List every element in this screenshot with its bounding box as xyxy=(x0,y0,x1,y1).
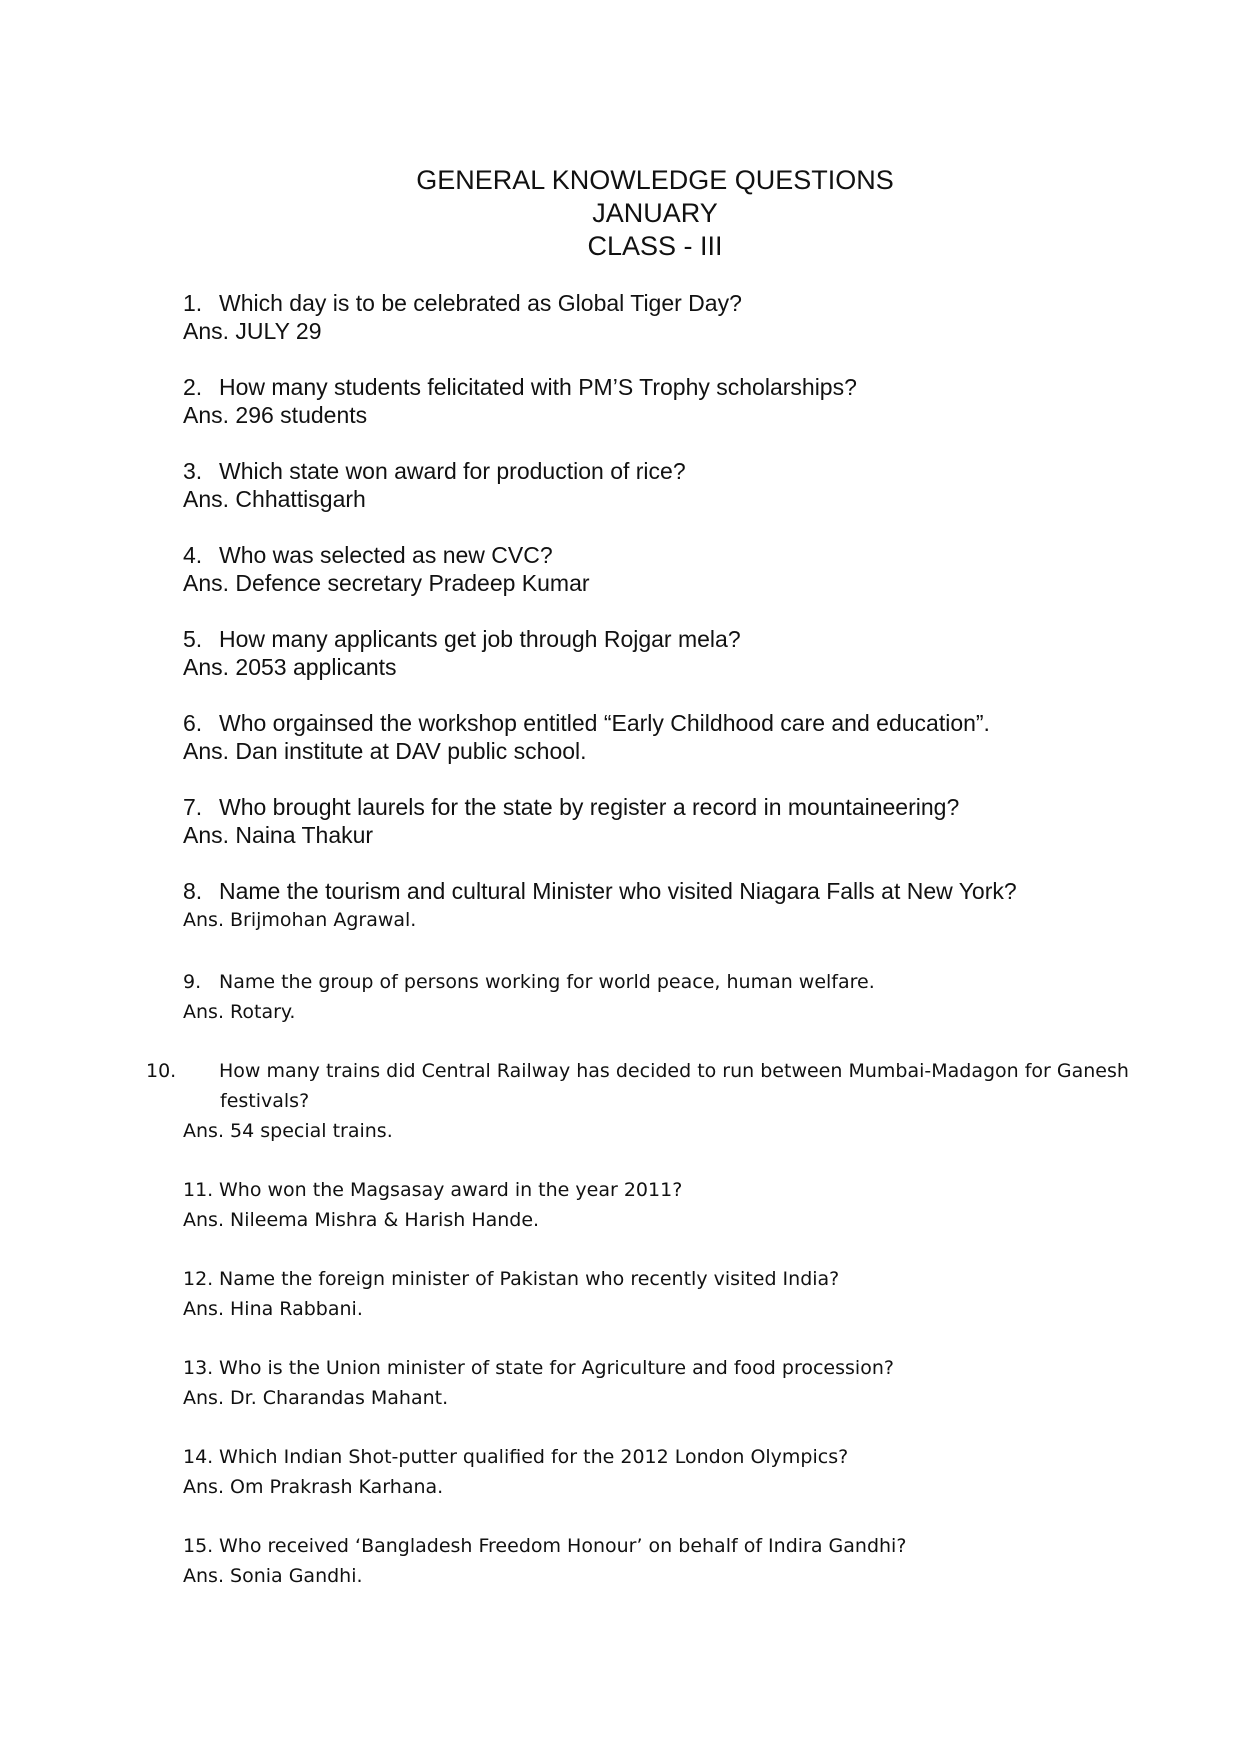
question-text: How many trains did Central Railway has decided to run between Mumbai-Madagon for Ganesh festivals? xyxy=(219,1060,1129,1112)
question-number: 5. xyxy=(183,626,203,652)
question xyxy=(183,1531,1183,1561)
qa-item-4 xyxy=(183,541,1183,597)
question xyxy=(183,1264,1183,1294)
question-number: 13. xyxy=(183,1357,214,1379)
qa-item-5 xyxy=(183,625,1183,681)
answer: Ans. Hina Rabbani. xyxy=(183,1298,363,1320)
question-number: 12. xyxy=(183,1268,214,1290)
answer: Ans. Rotary. xyxy=(183,1001,296,1023)
question-number: 15. xyxy=(183,1535,214,1557)
question-text: Who orgainsed the workshop entitled “Early Childhood care and education”. xyxy=(219,710,990,736)
answer: Ans. 2053 applicants xyxy=(183,654,397,680)
question-text: Who was selected as new CVC? xyxy=(219,542,553,568)
question xyxy=(183,289,1183,317)
qa-item-3 xyxy=(183,457,1183,513)
question-number: 6. xyxy=(183,710,203,736)
question xyxy=(183,1353,1183,1383)
question-number: 11. xyxy=(183,1179,214,1201)
answer: Ans. Dan institute at DAV public school. xyxy=(183,738,587,764)
question-text: Name the tourism and cultural Minister who visited Niagara Falls at New York? xyxy=(219,878,1017,904)
qa-item-11 xyxy=(183,1175,1183,1235)
question-number: 4. xyxy=(183,542,203,568)
qa-item-7 xyxy=(183,793,1183,849)
answer: Ans. Defence secretary Pradeep Kumar xyxy=(183,570,590,596)
question xyxy=(183,709,1183,737)
question-text: Who won the Magsasay award in the year 2011? xyxy=(219,1179,683,1201)
qa-item-1 xyxy=(183,289,1183,345)
heading-month: JANUARY xyxy=(592,198,718,228)
question-text: Who received ‘Bangladesh Freedom Honour’ on behalf of Indira Gandhi? xyxy=(219,1535,907,1557)
question-text: How many applicants get job through Rojgar mela? xyxy=(219,626,741,652)
answer: Ans. Om Prakrash Karhana. xyxy=(183,1476,444,1498)
question xyxy=(183,793,1183,821)
question xyxy=(183,457,1183,485)
qa-item-9 xyxy=(183,967,1183,1027)
answer: Ans. Sonia Gandhi. xyxy=(183,1565,363,1587)
question-number: 7. xyxy=(183,794,203,820)
qa-item-12 xyxy=(183,1264,1183,1324)
question xyxy=(183,625,1183,653)
question xyxy=(183,967,1183,997)
question-text: Which Indian Shot-putter qualified for the 2012 London Olympics? xyxy=(219,1446,849,1468)
qa-item-14 xyxy=(183,1442,1183,1502)
question-number: 14. xyxy=(183,1446,214,1468)
question-number: 9. xyxy=(183,971,202,993)
answer: Ans. 296 students xyxy=(183,402,368,428)
qa-item-10 xyxy=(146,1056,1183,1146)
answer: Ans. Nileema Mishra & Harish Hande. xyxy=(183,1209,540,1231)
qa-item-6 xyxy=(183,709,1183,765)
heading-title: GENERAL KNOWLEDGE QUESTIONS xyxy=(416,165,894,195)
answer: Ans. JULY 29 xyxy=(183,318,322,344)
question-text: Name the group of persons working for world peace, human welfare. xyxy=(219,971,875,993)
question-number: 1. xyxy=(183,290,203,316)
question xyxy=(183,1442,1183,1472)
qa-item-2 xyxy=(183,373,1183,429)
question xyxy=(146,1056,1160,1116)
question-number: 3. xyxy=(183,458,203,484)
question-text: Which day is to be celebrated as Global Tiger Day? xyxy=(219,290,742,316)
answer: Ans. Brijmohan Agrawal. xyxy=(183,909,417,931)
question-number: 2. xyxy=(183,374,203,400)
qa-item-8 xyxy=(183,877,1183,935)
question xyxy=(183,877,1183,905)
answer: Ans. 54 special trains. xyxy=(183,1120,393,1142)
question xyxy=(183,1175,1183,1205)
answer: Ans. Chhattisgarh xyxy=(183,486,366,512)
question xyxy=(183,373,1183,401)
question-text: Who brought laurels for the state by register a record in mountaineering? xyxy=(219,794,960,820)
question-number: 10. xyxy=(146,1060,177,1082)
heading-class: CLASS - III xyxy=(587,231,723,261)
answer: Ans. Naina Thakur xyxy=(183,822,374,848)
document-heading xyxy=(0,164,1240,263)
answer: Ans. Dr. Charandas Mahant. xyxy=(183,1387,449,1409)
question-text: How many students felicitated with PM’S Trophy scholarships? xyxy=(219,374,857,400)
question-text: Who is the Union minister of state for Agriculture and food procession? xyxy=(219,1357,894,1379)
question-number: 8. xyxy=(183,878,203,904)
qa-item-15 xyxy=(183,1531,1183,1591)
question-text: Which state won award for production of rice? xyxy=(219,458,686,484)
question xyxy=(183,541,1183,569)
qa-item-13 xyxy=(183,1353,1183,1413)
question-text: Name the foreign minister of Pakistan who recently visited India? xyxy=(219,1268,840,1290)
